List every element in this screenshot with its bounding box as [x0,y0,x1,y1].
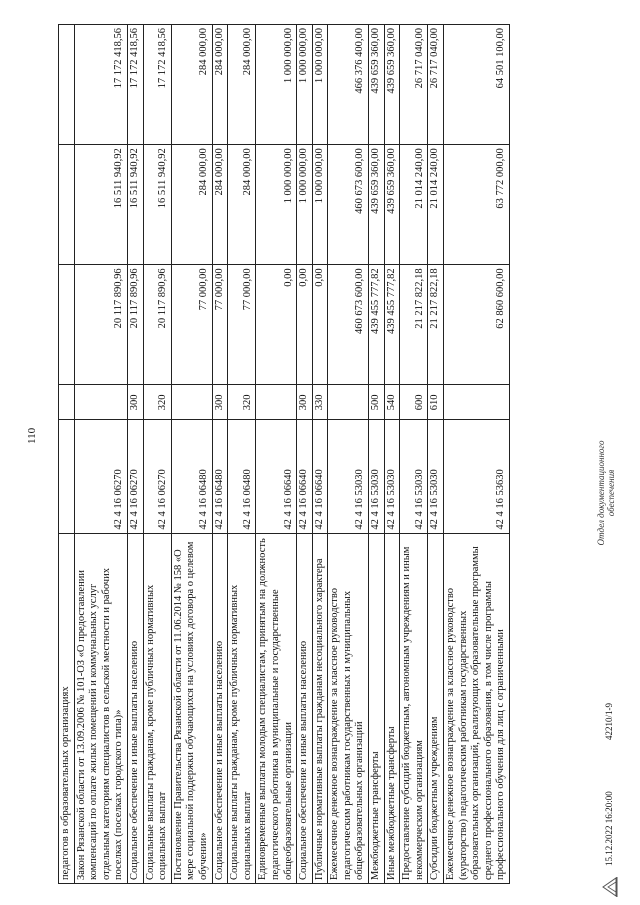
row-amount-year-3 [59,25,75,145]
row-amount-year-3: 26 717 040,00 [400,25,428,145]
row-target-code: 42 4 16 06480 [228,420,256,533]
row-amount-year-3: 64 501 100,00 [444,25,510,145]
row-expense-type: 540 [384,385,400,420]
row-amount-year-2: 439 659 360,00 [384,145,400,265]
budget-table-container [58,24,528,884]
row-expense-type [59,385,75,420]
row-description: Социальное обеспечение и иные выплаты населению [297,533,313,883]
row-description: педагогов в образовательных организациях [59,533,75,883]
row-expense-type: 320 [143,385,171,420]
table-row [212,25,228,884]
row-target-code: 42 4 16 53630 [444,420,510,533]
row-amount-year-2: 1 000 000,00 [256,145,297,265]
row-description: Социальное обеспечение и иные выплаты населению [127,533,143,883]
row-amount-year-2: 1 000 000,00 [312,145,328,265]
row-description: Социальные выплаты гражданам, кроме публичных нормативных социальных выплат [228,533,256,883]
row-amount-year-3: 17 172 418,56 [74,25,127,145]
row-amount-year-3: 439 659 360,00 [369,25,385,145]
row-amount-year-2: 16 511 940,92 [127,145,143,265]
row-expense-type [256,385,297,420]
emblem-icon [600,876,618,898]
row-expense-type: 320 [228,385,256,420]
row-amount-year-2: 284 000,00 [171,145,212,265]
row-description: Постановление Правительства Рязанской области от 11.06.2014 № 158 «О мере социальной поддержки обучающихся на условиях договора о целевом обучении» [171,533,212,883]
table-row [384,25,400,884]
row-description: Ежемесячное денежное вознаграждение за классное руководство (кураторство) педагогическим работникам государственных образовательных организаций, реализующих образовательные программы среднего профессионального образования, в том числе программы профессионального обучения для лиц с ограниченными [444,533,510,883]
row-amount-year-2: 63 772 000,00 [444,145,510,265]
row-amount-year-3: 439 659 360,00 [384,25,400,145]
row-target-code: 42 4 16 53030 [328,420,369,533]
row-target-code: 42 4 16 53030 [384,420,400,533]
row-target-code: 42 4 16 06480 [171,420,212,533]
row-amount-year-1: 0,00 [297,265,313,385]
row-amount-year-2: 460 673 600,00 [328,145,369,265]
row-amount-year-3: 284 000,00 [212,25,228,145]
row-target-code [59,420,75,533]
row-amount-year-3: 1 000 000,00 [312,25,328,145]
budget-table-body [59,25,510,884]
row-amount-year-1: 439 455 777,82 [384,265,400,385]
row-amount-year-1: 77 000,00 [212,265,228,385]
row-amount-year-1: 62 860 600,00 [444,265,510,385]
table-row [127,25,143,884]
row-amount-year-2: 16 511 940,92 [74,145,127,265]
table-row [312,25,328,884]
row-amount-year-2 [59,145,75,265]
row-expense-type [444,385,510,420]
row-amount-year-3: 466 376 400,00 [328,25,369,145]
department-stamp: Отдел документационного обеспечения [596,440,617,546]
row-expense-type: 300 [127,385,143,420]
row-amount-year-1: 20 117 890,96 [127,265,143,385]
table-row [297,25,313,884]
row-amount-year-1: 77 000,00 [228,265,256,385]
row-description: Социальные выплаты гражданам, кроме публичных нормативных социальных выплат [143,533,171,883]
row-amount-year-1: 20 117 890,96 [143,265,171,385]
row-description: Социальное обеспечение и иные выплаты населению [212,533,228,883]
row-description: Предоставление субсидий бюджетным, автономным учреждениям и иным некоммерческим организациям [400,533,428,883]
row-amount-year-1: 21 217 822,18 [400,265,428,385]
stamp-date: 15.12.2022 16:20:00 [604,791,614,866]
row-amount-year-3: 17 172 418,56 [143,25,171,145]
row-amount-year-1: 21 217 822,18 [428,265,444,385]
row-description: Единовременные выплаты молодым специалистам, принятым на должность педагогического работника в муниципальные и государственные общеобразовательные организации [256,533,297,883]
row-expense-type: 500 [369,385,385,420]
table-row [228,25,256,884]
table-row [400,25,428,884]
row-target-code: 42 4 16 53030 [428,420,444,533]
row-expense-type [74,385,127,420]
row-amount-year-2: 1 000 000,00 [297,145,313,265]
row-expense-type: 300 [297,385,313,420]
row-expense-type: 300 [212,385,228,420]
row-amount-year-3: 284 000,00 [171,25,212,145]
row-amount-year-3: 1 000 000,00 [297,25,313,145]
row-target-code: 42 4 16 06480 [212,420,228,533]
row-amount-year-2: 16 511 940,92 [143,145,171,265]
table-row [171,25,212,884]
row-amount-year-3: 284 000,00 [228,25,256,145]
row-target-code: 42 4 16 53030 [400,420,428,533]
row-target-code: 42 4 16 53030 [369,420,385,533]
row-description: Публичные нормативные выплаты гражданам несоциального характера [312,533,328,883]
row-amount-year-1: 439 455 777,82 [369,265,385,385]
row-amount-year-1: 0,00 [256,265,297,385]
table-row [143,25,171,884]
row-amount-year-1: 77 000,00 [171,265,212,385]
row-target-code: 42 4 16 06640 [312,420,328,533]
row-amount-year-2: 284 000,00 [212,145,228,265]
row-description: Межбюджетные трансферты [369,533,385,883]
page-number: 110 [26,427,38,444]
row-target-code: 42 4 16 06270 [74,420,127,533]
row-amount-year-2: 439 659 360,00 [369,145,385,265]
table-row [256,25,297,884]
row-expense-type [328,385,369,420]
row-amount-year-2: 21 014 240,00 [428,145,444,265]
row-amount-year-1: 20 117 890,96 [74,265,127,385]
row-amount-year-3: 26 717 040,00 [428,25,444,145]
table-row [59,25,75,884]
row-amount-year-1 [59,265,75,385]
row-amount-year-2: 284 000,00 [228,145,256,265]
table-row [369,25,385,884]
table-row [74,25,127,884]
table-row [444,25,510,884]
row-description: Закон Рязанской области от 13.09.2006 № 101-ОЗ «О предоставлении компенсаций по оплате жилых помещений и коммунальных услуг отдельным категориям специалистов в сельской местности и рабочих поселках (поселках городского типа)» [74,533,127,883]
budget-table [58,24,510,884]
row-amount-year-3: 17 172 418,56 [127,25,143,145]
row-description: Субсидии бюджетным учреждениям [428,533,444,883]
table-row [428,25,444,884]
row-target-code: 42 4 16 06640 [256,420,297,533]
stamp-document-code: 42210/1-9 [604,703,614,740]
row-description: Иные межбюджетные трансферты [384,533,400,883]
row-expense-type [171,385,212,420]
row-target-code: 42 4 16 06270 [127,420,143,533]
page-footer [596,440,640,900]
row-expense-type: 610 [428,385,444,420]
table-row [328,25,369,884]
row-expense-type: 330 [312,385,328,420]
row-expense-type: 600 [400,385,428,420]
row-description: Ежемесячное денежное вознаграждение за классное руководство педагогическим работникам государственных и муниципальных общеобразовательных организаций [328,533,369,883]
row-amount-year-1: 0,00 [312,265,328,385]
row-target-code: 42 4 16 06640 [297,420,313,533]
row-amount-year-2: 21 014 240,00 [400,145,428,265]
row-target-code: 42 4 16 06270 [143,420,171,533]
row-amount-year-3: 1 000 000,00 [256,25,297,145]
row-amount-year-1: 460 673 600,00 [328,265,369,385]
